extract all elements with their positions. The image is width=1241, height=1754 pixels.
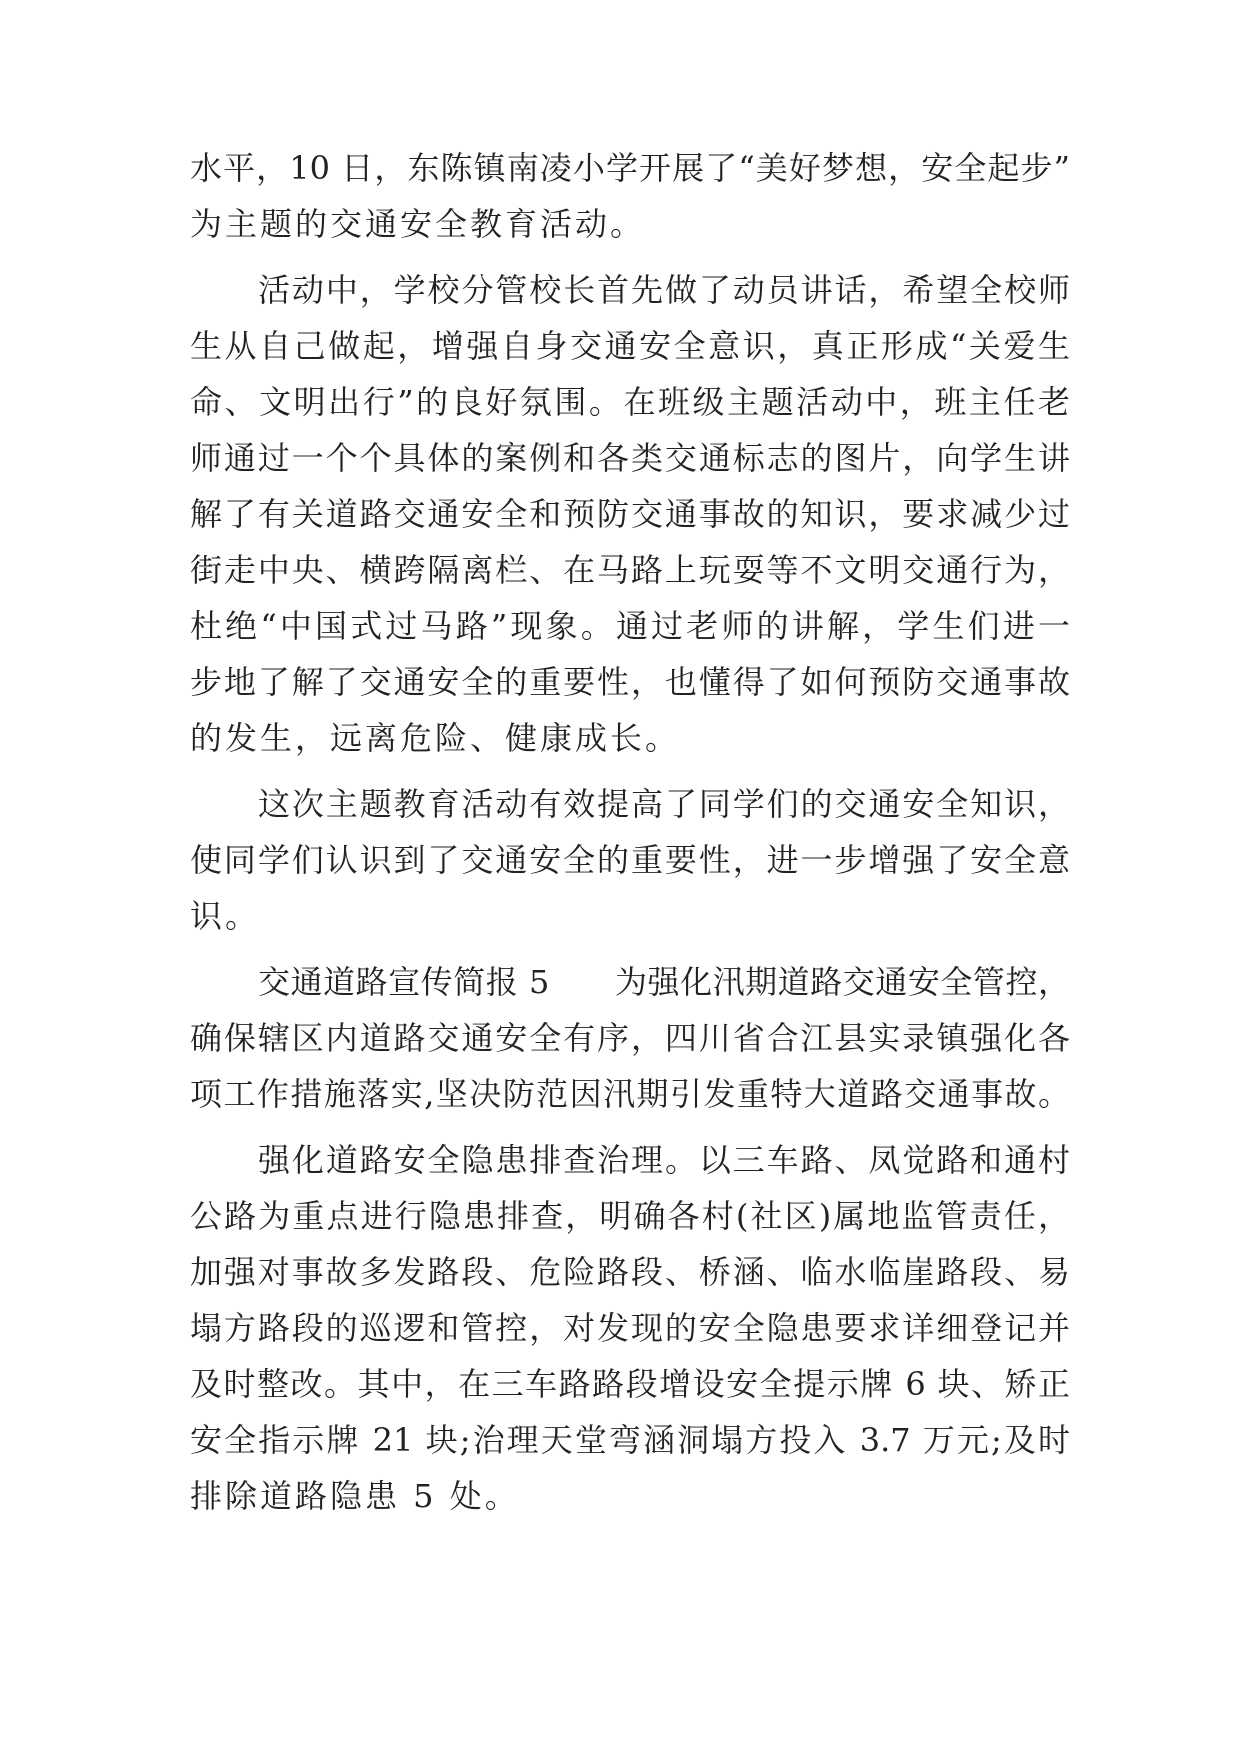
text-line: 街走中央、横跨隔离栏、在马路上玩耍等不文明交通行为，	[190, 551, 1070, 589]
text-line: 为主题的交通安全教育活动。	[190, 205, 646, 243]
paragraph-3	[190, 776, 1070, 944]
text-line: 及时整改。其中，在三车路路段增设安全提示牌 6 块、矫正	[190, 1365, 1070, 1403]
text-line: 水平，10 日，东陈镇南凌小学开展了“美好梦想，安全起步”	[190, 149, 1070, 187]
text-line: 项工作措施落实,坚决防范因汛期引发重特大道路交通事故。	[190, 1075, 1070, 1113]
text-line: 确保辖区内道路交通安全有序，四川省合江县实录镇强化各	[190, 1019, 1070, 1057]
text-line: 安全指示牌 21 块;治理天堂弯涵洞塌方投入 3.7 万元;及时	[190, 1421, 1070, 1459]
text-line: 使同学们认识到了交通安全的重要性，进一步增强了安全意	[190, 841, 1070, 879]
paragraph-2	[190, 262, 1070, 766]
text-line: 交通道路宣传简报 5 为强化汛期道路交通安全管控，	[258, 963, 1070, 1001]
text-line: 公路为重点进行隐患排查，明确各村(社区)属地监管责任，	[190, 1197, 1070, 1235]
paragraph-4	[190, 954, 1070, 1122]
text-line: 识。	[190, 897, 261, 935]
text-line: 这次主题教育活动有效提高了同学们的交通安全知识，	[258, 785, 1070, 823]
text-line: 塌方路段的巡逻和管控，对发现的安全隐患要求详细登记并	[190, 1309, 1070, 1347]
paragraph-5	[190, 1132, 1070, 1524]
text-line: 的发生，远离危险、健康成长。	[190, 719, 681, 757]
text-line: 强化道路安全隐患排查治理。以三车路、凤觉路和通村	[258, 1141, 1070, 1179]
text-line: 师通过一个个具体的案例和各类交通标志的图片，向学生讲	[190, 439, 1070, 477]
text-line: 生从自己做起，增强自身交通安全意识，真正形成“关爱生	[190, 327, 1070, 365]
text-line: 排除道路隐患 5 处。	[190, 1477, 520, 1515]
text-line: 杜绝“中国式过马路”现象。通过老师的讲解，学生们进一	[190, 607, 1070, 645]
text-line: 加强对事故多发路段、危险路段、桥涵、临水临崖路段、易	[190, 1253, 1070, 1291]
paragraph-1	[190, 140, 1070, 252]
text-line: 命、文明出行”的良好氛围。在班级主题活动中，班主任老	[190, 383, 1070, 421]
text-line: 解了有关道路交通安全和预防交通事故的知识，要求减少过	[190, 495, 1070, 533]
document-page	[190, 140, 1070, 1524]
text-line: 活动中，学校分管校长首先做了动员讲话，希望全校师	[258, 271, 1070, 309]
text-line: 步地了解了交通安全的重要性，也懂得了如何预防交通事故	[190, 663, 1070, 701]
